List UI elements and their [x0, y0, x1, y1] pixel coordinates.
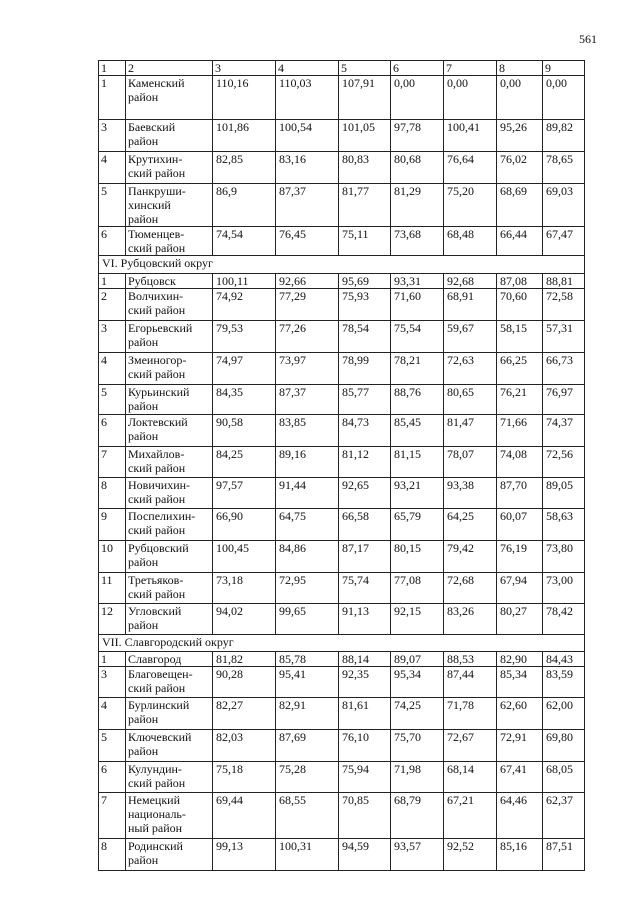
value-cell: 88,14 [339, 652, 391, 667]
value-cell: 71,66 [497, 415, 543, 447]
value-cell: 89,82 [543, 120, 585, 152]
value-cell: 90,28 [213, 667, 276, 698]
district-name-cell: Михайлов- ский район [126, 447, 213, 478]
district-name-cell: Рубцовск [126, 274, 213, 289]
value-cell: 85,78 [276, 652, 339, 667]
value-cell: 82,90 [497, 652, 543, 667]
value-cell: 70,60 [497, 289, 543, 321]
value-cell: 57,31 [543, 321, 585, 353]
value-cell: 92,52 [444, 839, 497, 871]
table-row [99, 573, 585, 604]
value-cell: 75,11 [339, 227, 391, 256]
value-cell: 75,20 [444, 184, 497, 227]
value-cell: 76,97 [543, 385, 585, 415]
value-cell: 0,00 [391, 76, 444, 120]
row-number-cell: 6 [99, 415, 126, 447]
value-cell: 99,13 [213, 839, 276, 871]
statistics-table [98, 60, 585, 871]
value-cell: 66,44 [497, 227, 543, 256]
value-cell: 75,74 [339, 573, 391, 604]
value-cell: 95,69 [339, 274, 391, 289]
district-name-cell: Немецкий националь- ный район [126, 793, 213, 839]
value-cell: 79,42 [444, 541, 497, 573]
value-cell: 0,00 [444, 76, 497, 120]
value-cell: 75,94 [339, 762, 391, 793]
value-cell: 81,61 [339, 698, 391, 730]
row-number-cell: 6 [99, 227, 126, 256]
row-number-cell: 3 [99, 667, 126, 698]
value-cell: 100,31 [276, 839, 339, 871]
value-cell: 72,67 [444, 730, 497, 762]
value-cell: 68,79 [391, 793, 444, 839]
value-cell: 0,00 [543, 76, 585, 120]
table-row [99, 604, 585, 635]
value-cell: 71,78 [444, 698, 497, 730]
value-cell: 94,59 [339, 839, 391, 871]
value-cell: 92,35 [339, 667, 391, 698]
header-cell: 2 [126, 61, 213, 76]
value-cell: 68,69 [497, 184, 543, 227]
value-cell: 80,27 [497, 604, 543, 635]
value-cell: 87,37 [276, 385, 339, 415]
value-cell: 92,15 [391, 604, 444, 635]
section-title: VI. Рубцовский округ [99, 256, 585, 274]
value-cell: 75,93 [339, 289, 391, 321]
value-cell: 78,65 [543, 152, 585, 184]
value-cell: 80,83 [339, 152, 391, 184]
header-cell: 6 [391, 61, 444, 76]
value-cell: 100,54 [276, 120, 339, 152]
value-cell: 78,42 [543, 604, 585, 635]
value-cell: 69,03 [543, 184, 585, 227]
table-body [99, 76, 585, 871]
value-cell: 67,94 [497, 573, 543, 604]
row-number-cell: 11 [99, 573, 126, 604]
table-row [99, 76, 585, 120]
table-row [99, 652, 585, 667]
value-cell: 64,25 [444, 509, 497, 541]
table-row [99, 541, 585, 573]
row-number-cell: 7 [99, 447, 126, 478]
header-row [99, 61, 585, 76]
value-cell: 87,51 [543, 839, 585, 871]
value-cell: 95,26 [497, 120, 543, 152]
value-cell: 100,41 [444, 120, 497, 152]
header-cell: 9 [543, 61, 585, 76]
value-cell: 76,64 [444, 152, 497, 184]
row-number-cell: 4 [99, 698, 126, 730]
value-cell: 101,86 [213, 120, 276, 152]
value-cell: 75,54 [391, 321, 444, 353]
district-name-cell: Поспелихин- ский район [126, 509, 213, 541]
page-number: 561 [579, 32, 597, 46]
row-number-cell: 5 [99, 385, 126, 415]
district-name-cell: Кулундин- ский район [126, 762, 213, 793]
district-name-cell: Баевский район [126, 120, 213, 152]
row-number-cell: 8 [99, 839, 126, 871]
value-cell: 87,69 [276, 730, 339, 762]
value-cell: 58,63 [543, 509, 585, 541]
table-row [99, 447, 585, 478]
value-cell: 68,91 [444, 289, 497, 321]
row-number-cell: 7 [99, 793, 126, 839]
value-cell: 67,21 [444, 793, 497, 839]
value-cell: 83,59 [543, 667, 585, 698]
row-number-cell: 12 [99, 604, 126, 635]
row-number-cell: 4 [99, 353, 126, 385]
value-cell: 91,13 [339, 604, 391, 635]
header-cell: 5 [339, 61, 391, 76]
value-cell: 68,48 [444, 227, 497, 256]
district-name-cell: Новичихин- ский район [126, 478, 213, 509]
value-cell: 81,82 [213, 652, 276, 667]
value-cell: 92,68 [444, 274, 497, 289]
table-row [99, 839, 585, 871]
value-cell: 78,07 [444, 447, 497, 478]
value-cell: 101,05 [339, 120, 391, 152]
header-cell: 7 [444, 61, 497, 76]
row-number-cell: 5 [99, 730, 126, 762]
value-cell: 65,79 [391, 509, 444, 541]
value-cell: 84,86 [276, 541, 339, 573]
value-cell: 93,31 [391, 274, 444, 289]
table-row [99, 152, 585, 184]
value-cell: 72,63 [444, 353, 497, 385]
value-cell: 80,15 [391, 541, 444, 573]
district-name-cell: Каменский район [126, 76, 213, 120]
value-cell: 73,80 [543, 541, 585, 573]
value-cell: 80,68 [391, 152, 444, 184]
value-cell: 74,37 [543, 415, 585, 447]
value-cell: 62,60 [497, 698, 543, 730]
value-cell: 100,11 [213, 274, 276, 289]
value-cell: 62,00 [543, 698, 585, 730]
value-cell: 67,41 [497, 762, 543, 793]
table-row [99, 793, 585, 839]
district-name-cell: Курьинский район [126, 385, 213, 415]
table-row [99, 227, 585, 256]
value-cell: 75,18 [213, 762, 276, 793]
value-cell: 88,53 [444, 652, 497, 667]
value-cell: 83,85 [276, 415, 339, 447]
value-cell: 84,43 [543, 652, 585, 667]
header-cell: 1 [99, 61, 126, 76]
value-cell: 66,58 [339, 509, 391, 541]
district-name-cell: Панкруши- хинский район [126, 184, 213, 227]
section-row [99, 635, 585, 652]
section-row [99, 256, 585, 274]
table-header [99, 61, 585, 76]
row-number-cell: 8 [99, 478, 126, 509]
district-name-cell: Славгород [126, 652, 213, 667]
row-number-cell: 1 [99, 274, 126, 289]
value-cell: 66,25 [497, 353, 543, 385]
value-cell: 73,68 [391, 227, 444, 256]
district-name-cell: Родинский район [126, 839, 213, 871]
value-cell: 84,35 [213, 385, 276, 415]
value-cell: 58,15 [497, 321, 543, 353]
header-cell: 8 [497, 61, 543, 76]
value-cell: 75,28 [276, 762, 339, 793]
value-cell: 68,14 [444, 762, 497, 793]
value-cell: 87,17 [339, 541, 391, 573]
value-cell: 100,45 [213, 541, 276, 573]
value-cell: 60,07 [497, 509, 543, 541]
value-cell: 72,68 [444, 573, 497, 604]
value-cell: 76,19 [497, 541, 543, 573]
value-cell: 69,44 [213, 793, 276, 839]
value-cell: 94,02 [213, 604, 276, 635]
value-cell: 92,66 [276, 274, 339, 289]
value-cell: 78,21 [391, 353, 444, 385]
value-cell: 85,45 [391, 415, 444, 447]
value-cell: 84,25 [213, 447, 276, 478]
value-cell: 59,67 [444, 321, 497, 353]
value-cell: 67,47 [543, 227, 585, 256]
value-cell: 76,10 [339, 730, 391, 762]
value-cell: 87,08 [497, 274, 543, 289]
district-name-cell: Рубцовский район [126, 541, 213, 573]
value-cell: 88,76 [391, 385, 444, 415]
value-cell: 88,81 [543, 274, 585, 289]
district-name-cell: Крутихин- ский район [126, 152, 213, 184]
table-row [99, 184, 585, 227]
value-cell: 66,73 [543, 353, 585, 385]
value-cell: 77,08 [391, 573, 444, 604]
value-cell: 68,05 [543, 762, 585, 793]
value-cell: 66,90 [213, 509, 276, 541]
value-cell: 91,44 [276, 478, 339, 509]
district-name-cell: Третьяков- ский район [126, 573, 213, 604]
value-cell: 83,26 [444, 604, 497, 635]
table-row [99, 415, 585, 447]
value-cell: 77,26 [276, 321, 339, 353]
value-cell: 82,03 [213, 730, 276, 762]
table-row [99, 321, 585, 353]
value-cell: 92,65 [339, 478, 391, 509]
row-number-cell: 4 [99, 152, 126, 184]
value-cell: 81,15 [391, 447, 444, 478]
row-number-cell: 3 [99, 120, 126, 152]
table-row [99, 730, 585, 762]
value-cell: 85,77 [339, 385, 391, 415]
value-cell: 86,9 [213, 184, 276, 227]
value-cell: 81,29 [391, 184, 444, 227]
value-cell: 78,99 [339, 353, 391, 385]
value-cell: 89,07 [391, 652, 444, 667]
row-number-cell: 1 [99, 76, 126, 120]
district-name-cell: Угловский район [126, 604, 213, 635]
value-cell: 110,16 [213, 76, 276, 120]
table-row [99, 353, 585, 385]
value-cell: 72,58 [543, 289, 585, 321]
table-row [99, 274, 585, 289]
value-cell: 82,85 [213, 152, 276, 184]
table-row [99, 762, 585, 793]
row-number-cell: 3 [99, 321, 126, 353]
value-cell: 82,91 [276, 698, 339, 730]
value-cell: 74,54 [213, 227, 276, 256]
district-name-cell: Локтевский район [126, 415, 213, 447]
value-cell: 97,78 [391, 120, 444, 152]
value-cell: 85,16 [497, 839, 543, 871]
value-cell: 72,91 [497, 730, 543, 762]
table-row [99, 385, 585, 415]
value-cell: 64,75 [276, 509, 339, 541]
row-number-cell: 1 [99, 652, 126, 667]
value-cell: 87,37 [276, 184, 339, 227]
section-title: VII. Славгородский округ [99, 635, 585, 652]
value-cell: 81,77 [339, 184, 391, 227]
table-row [99, 509, 585, 541]
value-cell: 81,47 [444, 415, 497, 447]
district-name-cell: Ключевский район [126, 730, 213, 762]
district-name-cell: Бурлинский район [126, 698, 213, 730]
value-cell: 95,34 [391, 667, 444, 698]
district-name-cell: Тюменцев- ский район [126, 227, 213, 256]
district-name-cell: Волчихин- ский район [126, 289, 213, 321]
value-cell: 80,65 [444, 385, 497, 415]
value-cell: 74,97 [213, 353, 276, 385]
district-name-cell: Егорьевский район [126, 321, 213, 353]
value-cell: 90,58 [213, 415, 276, 447]
value-cell: 62,37 [543, 793, 585, 839]
district-name-cell: Змеиногор- ский район [126, 353, 213, 385]
value-cell: 72,56 [543, 447, 585, 478]
row-number-cell: 9 [99, 509, 126, 541]
value-cell: 97,57 [213, 478, 276, 509]
value-cell: 75,70 [391, 730, 444, 762]
value-cell: 82,27 [213, 698, 276, 730]
value-cell: 76,02 [497, 152, 543, 184]
value-cell: 89,16 [276, 447, 339, 478]
header-cell: 4 [276, 61, 339, 76]
value-cell: 77,29 [276, 289, 339, 321]
value-cell: 76,45 [276, 227, 339, 256]
value-cell: 87,70 [497, 478, 543, 509]
value-cell: 83,16 [276, 152, 339, 184]
value-cell: 107,91 [339, 76, 391, 120]
value-cell: 73,18 [213, 573, 276, 604]
value-cell: 85,34 [497, 667, 543, 698]
value-cell: 93,21 [391, 478, 444, 509]
value-cell: 95,41 [276, 667, 339, 698]
table-row [99, 667, 585, 698]
table-row [99, 478, 585, 509]
header-cell: 3 [213, 61, 276, 76]
value-cell: 84,73 [339, 415, 391, 447]
value-cell: 99,65 [276, 604, 339, 635]
value-cell: 89,05 [543, 478, 585, 509]
row-number-cell: 6 [99, 762, 126, 793]
value-cell: 81,12 [339, 447, 391, 478]
value-cell: 110,03 [276, 76, 339, 120]
value-cell: 76,21 [497, 385, 543, 415]
value-cell: 87,44 [444, 667, 497, 698]
value-cell: 0,00 [497, 76, 543, 120]
value-cell: 74,25 [391, 698, 444, 730]
value-cell: 72,95 [276, 573, 339, 604]
value-cell: 74,92 [213, 289, 276, 321]
value-cell: 73,00 [543, 573, 585, 604]
value-cell: 71,60 [391, 289, 444, 321]
table-row [99, 289, 585, 321]
table-row [99, 120, 585, 152]
value-cell: 93,38 [444, 478, 497, 509]
value-cell: 71,98 [391, 762, 444, 793]
value-cell: 74,08 [497, 447, 543, 478]
value-cell: 68,55 [276, 793, 339, 839]
value-cell: 64,46 [497, 793, 543, 839]
row-number-cell: 5 [99, 184, 126, 227]
table-row [99, 698, 585, 730]
value-cell: 93,57 [391, 839, 444, 871]
district-name-cell: Благовещен- ский район [126, 667, 213, 698]
row-number-cell: 10 [99, 541, 126, 573]
value-cell: 69,80 [543, 730, 585, 762]
row-number-cell: 2 [99, 289, 126, 321]
value-cell: 78,54 [339, 321, 391, 353]
value-cell: 73,97 [276, 353, 339, 385]
value-cell: 79,53 [213, 321, 276, 353]
value-cell: 70,85 [339, 793, 391, 839]
